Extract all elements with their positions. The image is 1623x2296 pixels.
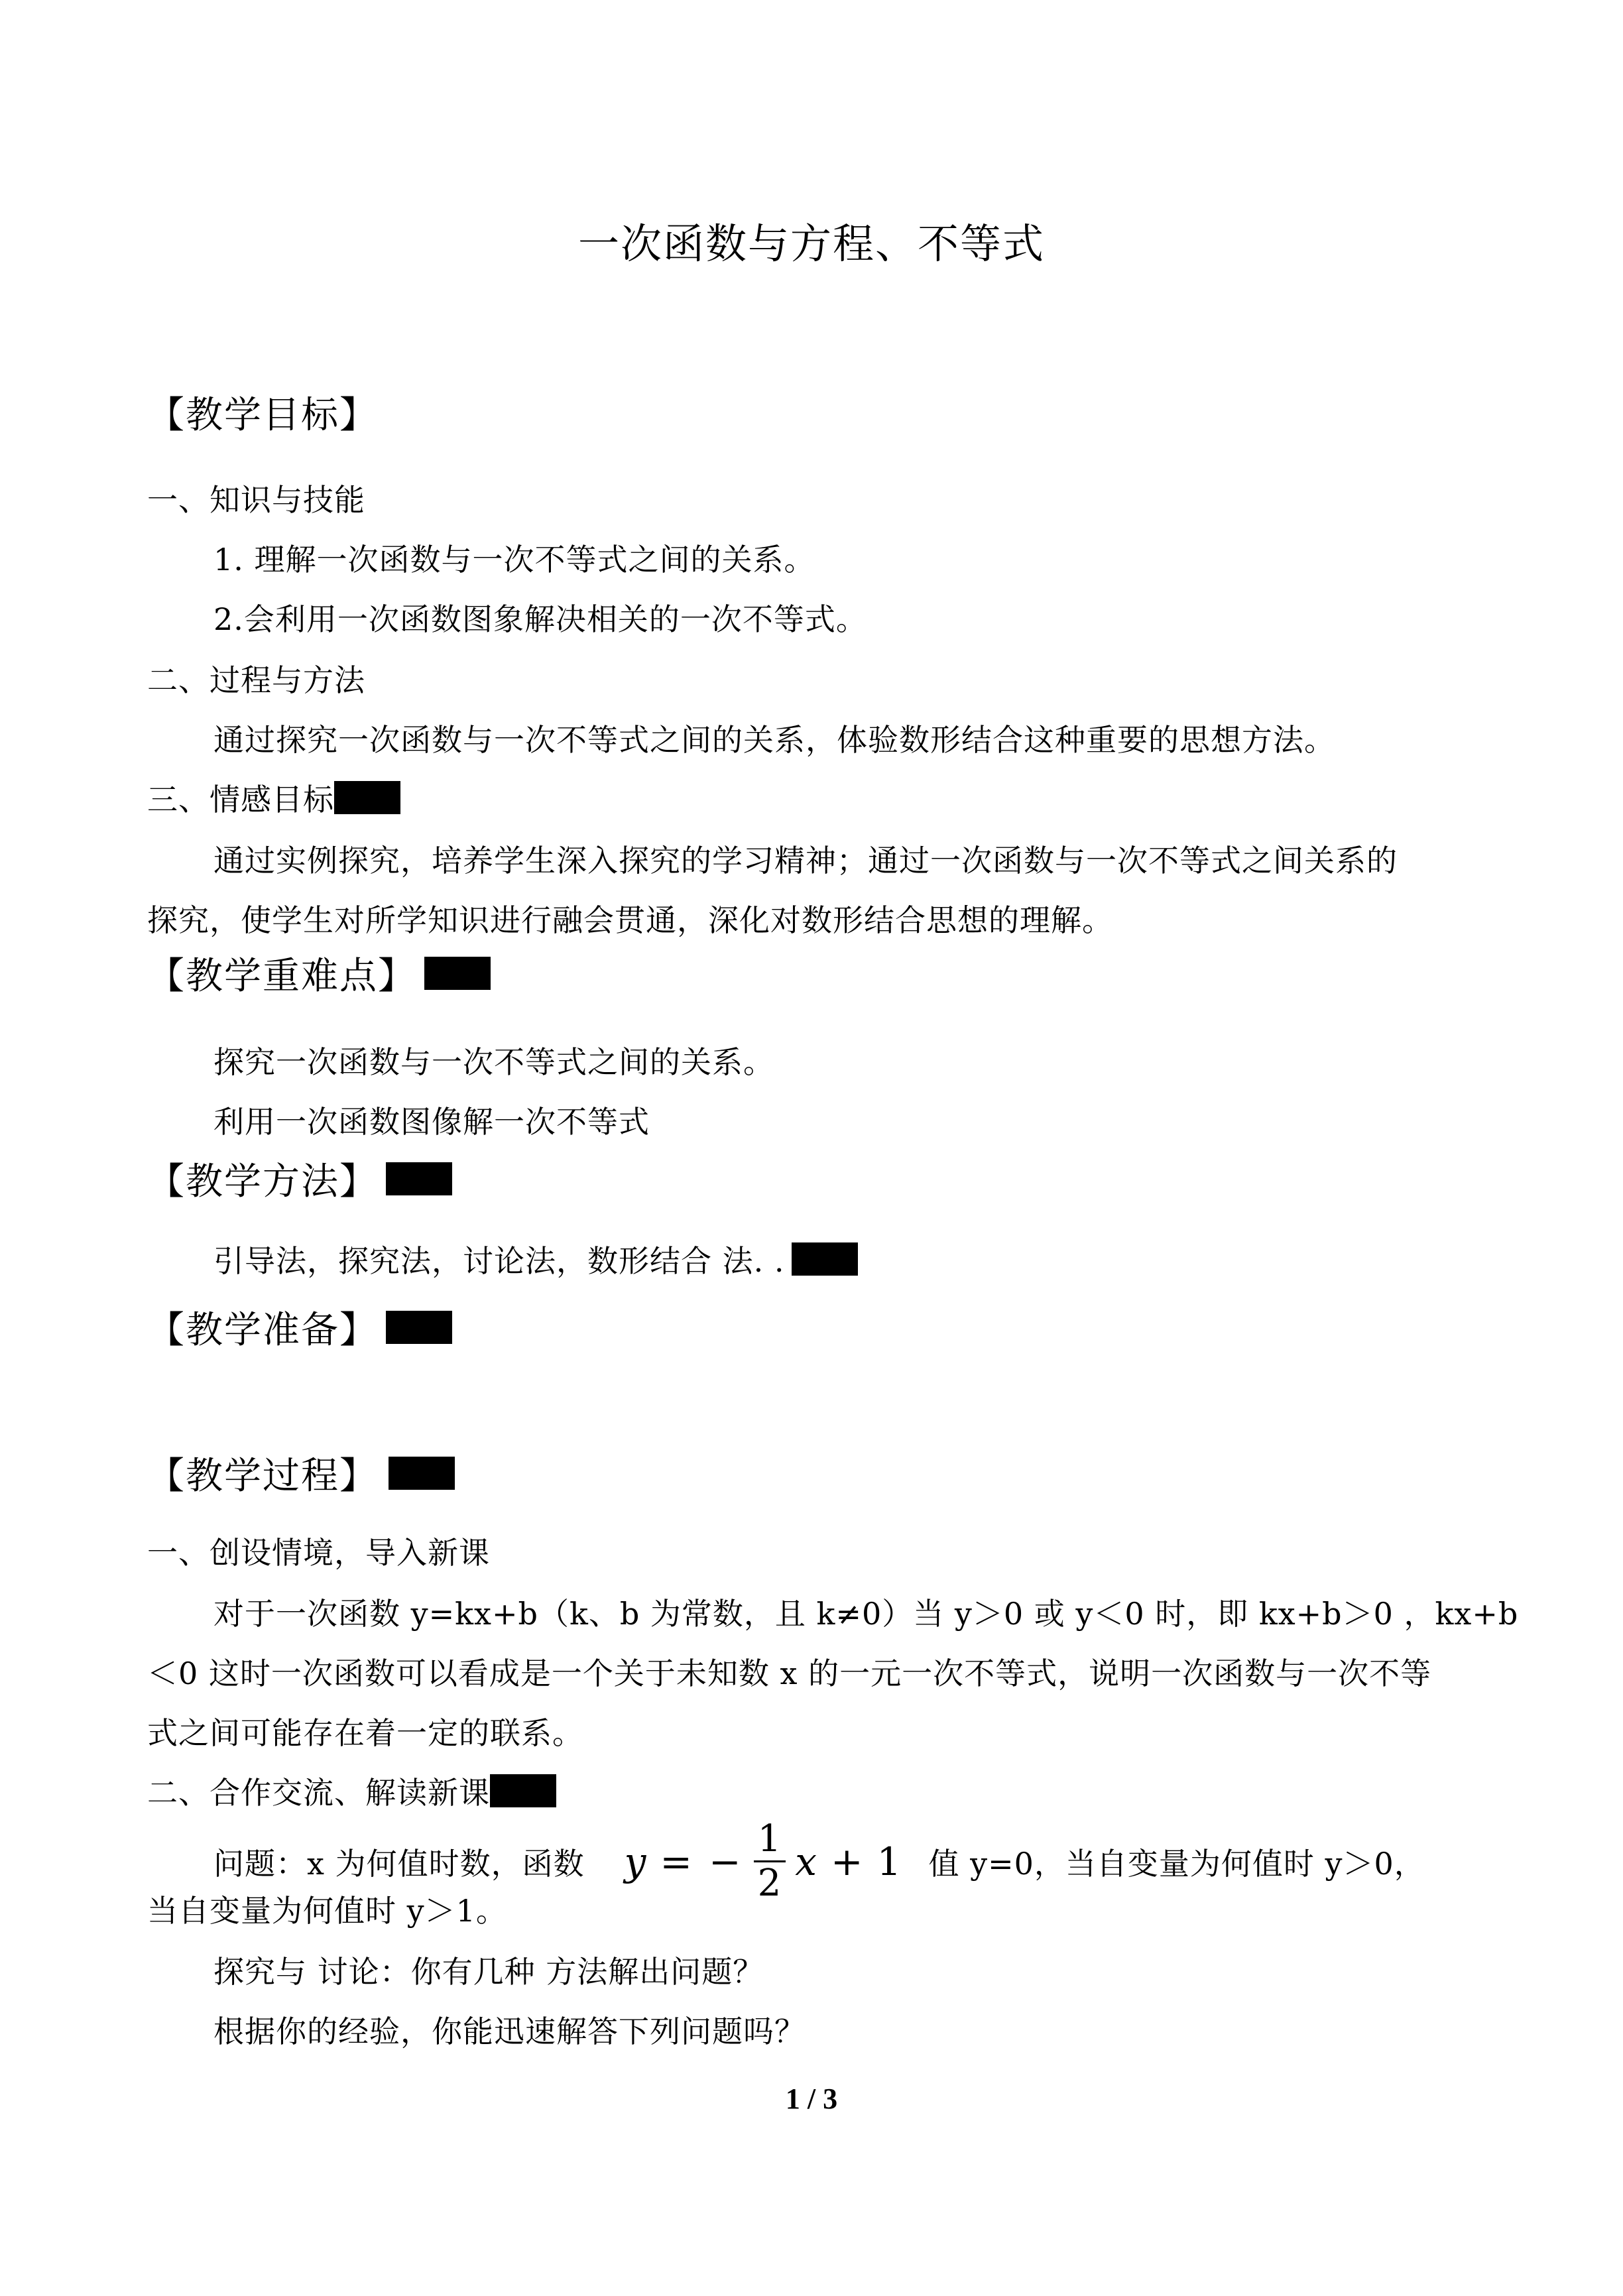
objective-item-1: 1. 理解一次函数与一次不等式之间的关系。: [213, 542, 815, 577]
redaction-block: [389, 1457, 455, 1490]
redaction-block: [792, 1242, 858, 1276]
document-title: 一次函数与方程、不等式: [577, 219, 1045, 268]
redaction-block: [386, 1162, 452, 1195]
question-line-2: 当自变量为何值时 y＞1。: [147, 1893, 507, 1929]
page-number: 1 / 3: [785, 2083, 838, 2115]
emotion-goal-text-line-1: 通过实例探究，培养学生深入探究的学习精神；通过一次函数与一次不等式之间关系的: [213, 843, 1398, 878]
section-process: [147, 1447, 455, 1500]
process-step-1-line-3: 式之间可能存在着一定的联系。: [147, 1715, 583, 1751]
section-methods: [147, 1152, 452, 1205]
key-point-1: 探究一次函数与一次不等式之间的关系。: [213, 1044, 774, 1080]
experience-prompt: 根据你的经验，你能迅速解答下列问题吗？: [213, 2014, 806, 2049]
formula-fraction: [754, 1818, 786, 1905]
methods-text: 引导法，探究法，讨论法，数形结合 法. .: [213, 1243, 785, 1279]
process-step-1-line-2: ＜0 这时一次函数可以看成是一个关于未知数 x 的一元一次不等式，说明一次函数与一次不等: [147, 1656, 1432, 1691]
formula-denominator: 2: [757, 1862, 782, 1905]
redaction-block: [490, 1774, 556, 1807]
process-method-text: 通过探究一次函数与一次不等式之间的关系，体验数形结合这种重要的思想方法。: [213, 722, 1335, 758]
knowledge-skills-heading: 一、知识与技能: [147, 482, 365, 518]
formula-variable: x: [795, 1839, 817, 1884]
redaction-block: [424, 957, 491, 990]
redaction-block: [386, 1311, 452, 1344]
question-prefix: 问题：x 为何值时数，函数: [213, 1845, 585, 1882]
linear-function-formula: [625, 1818, 902, 1905]
emotion-goal-heading-row: [147, 776, 400, 819]
objective-item-2: 2.会利用一次函数图象解决相关的一次不等式。: [213, 601, 867, 637]
methods-row: [213, 1237, 858, 1281]
section-process-heading: 【教学过程】: [147, 1455, 378, 1498]
process-step-2-heading-row: [147, 1769, 556, 1813]
process-step-2-heading: 二、合作交流、解读新课: [147, 1775, 490, 1811]
discussion-prompt: 探究与 讨论：你有几种 方法解出问题？: [213, 1954, 764, 1990]
redaction-block: [334, 781, 400, 814]
process-step-1-heading: 一、创设情境，导入新课: [147, 1535, 490, 1571]
formula-constant: 1: [876, 1839, 902, 1884]
section-objectives: [147, 386, 378, 439]
formula-equals: =: [660, 1839, 693, 1884]
section-methods-heading: 【教学方法】: [147, 1160, 378, 1203]
section-preparation-heading: 【教学准备】: [147, 1309, 378, 1352]
section-key-points: [147, 947, 491, 1000]
section-key-points-heading: 【教学重难点】: [147, 955, 416, 998]
emotion-goal-text-line-2: 探究，使学生对所学知识进行融会贯通，深化对数形结合思想的理解。: [147, 902, 1113, 938]
formula-plus: +: [830, 1839, 864, 1884]
section-objectives-heading: 【教学目标】: [147, 394, 378, 437]
section-preparation: [147, 1301, 452, 1354]
question-suffix: 值 y=0，当自变量为何值时 y＞0，: [928, 1845, 1425, 1882]
process-step-1-line-1: 对于一次函数 y=kx+b（k、b 为常数，且 k≠0）当 y＞0 或 y＜0 时，即 kx+b＞0 ，kx+b: [213, 1596, 1519, 1632]
process-method-heading: 二、过程与方法: [147, 662, 365, 698]
emotion-goal-heading: 三、情感目标: [147, 782, 334, 817]
formula-minus: −: [708, 1839, 742, 1884]
formula-numerator: 1: [754, 1818, 786, 1862]
key-point-2: 利用一次函数图像解一次不等式: [213, 1104, 650, 1140]
formula-lhs: y: [624, 1839, 647, 1884]
